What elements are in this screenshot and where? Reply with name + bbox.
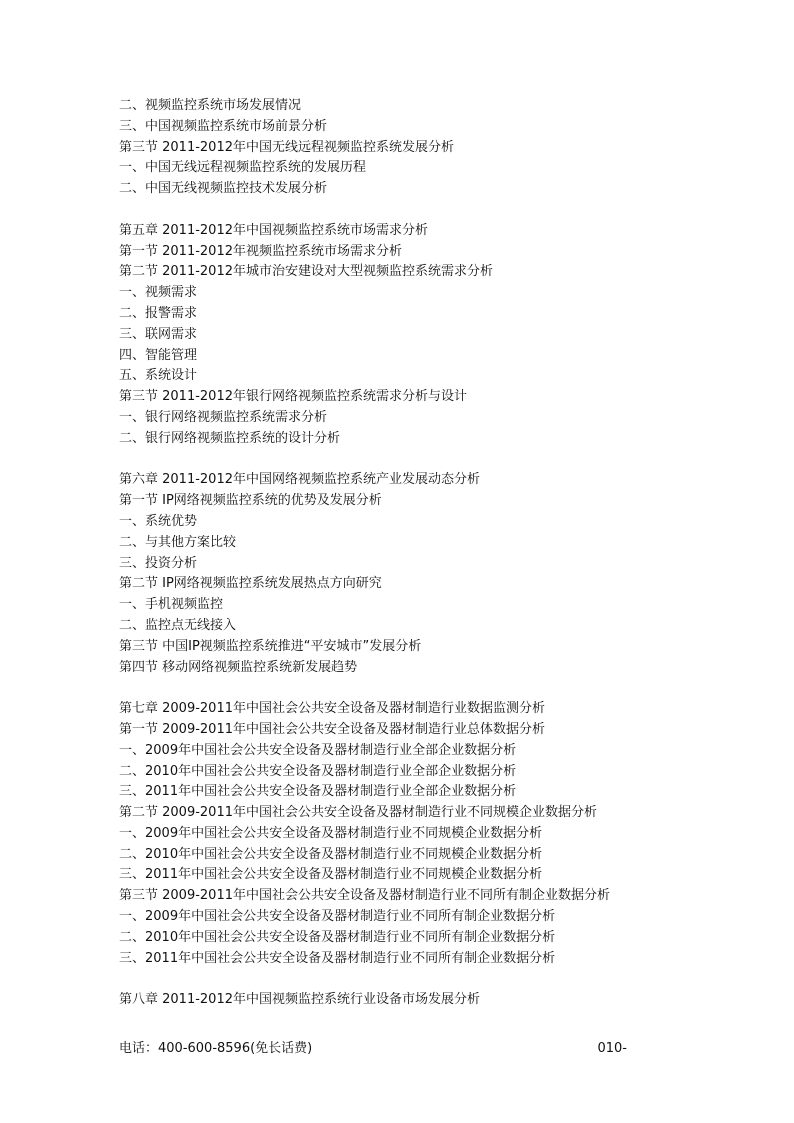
blank-line bbox=[119, 450, 679, 471]
toc-line: 三、联网需求 bbox=[119, 326, 198, 342]
toc-line: 第五章 2011-2012年中国视频监控系统市场需求分析 bbox=[119, 222, 428, 238]
table-of-contents bbox=[119, 96, 679, 1011]
footer-page-number: 010- bbox=[597, 1041, 627, 1056]
toc-line: 第一节 2009-2011年中国社会公共安全设备及器材制造行业总体数据分析 bbox=[119, 721, 545, 737]
toc-line: 一、中国无线远程视频监控系统的发展历程 bbox=[119, 160, 367, 176]
toc-line: 二、2010年中国社会公共安全设备及器材制造行业不同规模企业数据分析 bbox=[119, 846, 543, 862]
toc-line: 第二节 IP网络视频监控系统发展热点方向研究 bbox=[119, 576, 382, 592]
toc-line: 一、系统优势 bbox=[119, 513, 198, 529]
toc-line: 三、中国视频监控系统市场前景分析 bbox=[119, 118, 328, 134]
toc-line: 三、投资分析 bbox=[119, 555, 198, 571]
toc-line: 二、中国无线视频监控技术发展分析 bbox=[119, 181, 328, 197]
toc-line: 二、银行网络视频监控系统的设计分析 bbox=[119, 430, 341, 446]
toc-line: 二、2010年中国社会公共安全设备及器材制造行业不同所有制企业数据分析 bbox=[119, 929, 556, 945]
toc-line: 二、2010年中国社会公共安全设备及器材制造行业全部企业数据分析 bbox=[119, 763, 517, 779]
toc-line: 二、报警需求 bbox=[119, 305, 198, 321]
blank-line bbox=[119, 200, 679, 221]
toc-line: 第一节 IP网络视频监控系统的优势及发展分析 bbox=[119, 493, 382, 509]
toc-line: 二、与其他方案比较 bbox=[119, 534, 237, 550]
toc-line: 三、2011年中国社会公共安全设备及器材制造行业不同所有制企业数据分析 bbox=[119, 950, 556, 966]
toc-line: 第一节 2011-2012年视频监控系统市场需求分析 bbox=[119, 243, 402, 259]
toc-line: 二、视频监控系统市场发展情况 bbox=[119, 98, 302, 113]
toc-line: 一、银行网络视频监控系统需求分析 bbox=[119, 409, 328, 425]
toc-line: 一、视频需求 bbox=[119, 285, 198, 301]
toc-line: 二、监控点无线接入 bbox=[119, 617, 237, 633]
toc-line: 第三节 2011-2012年银行网络视频监控系统需求分析与设计 bbox=[119, 389, 467, 405]
toc-line: 一、手机视频监控 bbox=[119, 597, 224, 613]
toc-line: 第六章 2011-2012年中国网络视频监控系统产业发展动态分析 bbox=[119, 472, 480, 488]
footer-phone: 电话：400-600-8596(免长话费) bbox=[119, 1041, 313, 1056]
toc-line: 三、2011年中国社会公共安全设备及器材制造行业不同规模企业数据分析 bbox=[119, 867, 543, 883]
toc-line: 第八章 2011-2012年中国视频监控系统行业设备市场发展分析 bbox=[119, 992, 480, 1008]
blank-line bbox=[119, 969, 679, 990]
toc-line: 第三节 2011-2012年中国无线远程视频监控系统发展分析 bbox=[119, 139, 454, 155]
toc-line: 第三节 中国IP视频监控系统推进“平安城市”发展分析 bbox=[119, 638, 422, 654]
toc-line: 四、智能管理 bbox=[119, 347, 198, 363]
toc-line: 第二节 2011-2012年城市治安建设对大型视频监控系统需求分析 bbox=[119, 264, 493, 280]
toc-line: 第四节 移动网络视频监控系统新发展趋势 bbox=[119, 659, 358, 675]
blank-line bbox=[119, 678, 679, 699]
toc-line: 一、2009年中国社会公共安全设备及器材制造行业全部企业数据分析 bbox=[119, 742, 517, 758]
toc-line: 第三节 2009-2011年中国社会公共安全设备及器材制造行业不同所有制企业数据分析 bbox=[119, 888, 610, 904]
toc-line: 一、2009年中国社会公共安全设备及器材制造行业不同规模企业数据分析 bbox=[119, 825, 543, 841]
toc-line: 第七章 2009-2011年中国社会公共安全设备及器材制造行业数据监测分析 bbox=[119, 701, 545, 717]
toc-line: 五、系统设计 bbox=[119, 368, 198, 384]
toc-line: 一、2009年中国社会公共安全设备及器材制造行业不同所有制企业数据分析 bbox=[119, 909, 556, 925]
toc-line: 三、2011年中国社会公共安全设备及器材制造行业全部企业数据分析 bbox=[119, 784, 517, 800]
toc-line: 第二节 2009-2011年中国社会公共安全设备及器材制造行业不同规模企业数据分析 bbox=[119, 805, 597, 821]
